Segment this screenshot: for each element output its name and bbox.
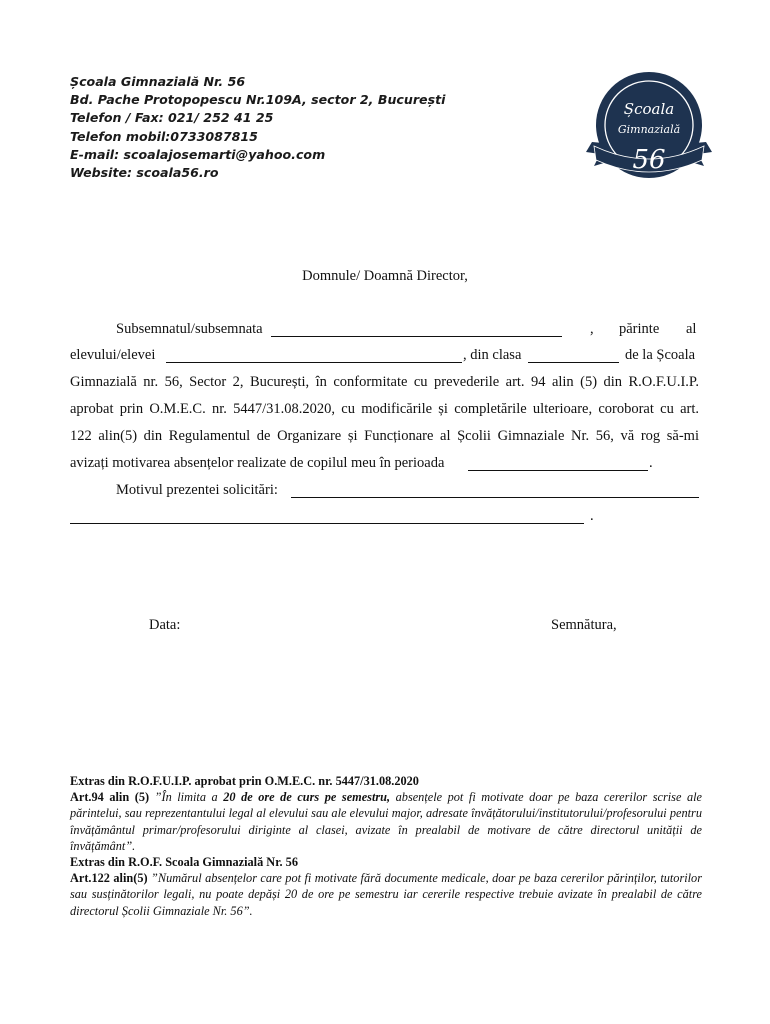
label-din-clasa: , din clasa xyxy=(463,347,522,363)
letter-line-4: aprobat prin O.M.E.C. nr. 5447/31.08.2020, cu modificările și completările ulterioare, coroborat cu art. xyxy=(70,401,699,417)
school-phone-fax: Telefon / Fax: 021/ 252 41 25 xyxy=(70,110,274,126)
signature-label: Semnătura, xyxy=(551,617,617,633)
school-address: Bd. Pache Protopopescu Nr.109A, sector 2, București xyxy=(70,92,446,108)
period-dot: . xyxy=(649,455,653,471)
label-de-la-scoala: de la Școala xyxy=(625,347,696,363)
field-class[interactable] xyxy=(528,347,619,363)
salutation: Domnule/ Doamnă Director, xyxy=(302,268,468,284)
label-motivul: Motivul prezentei solicitări: xyxy=(116,482,278,498)
letter-line-5: 122 alin(5) din Regulamentul de Organizare și Funcționare al Școlii Gimnaziale Nr. 56, vă rog să-mi xyxy=(70,428,699,444)
label-subsemnatul: Subsemnatul/subsemnata xyxy=(116,321,263,337)
school-email: E-mail: scoalajosemarti@yahoo.com xyxy=(70,146,326,162)
letter-line-7 xyxy=(70,482,699,508)
label-perioada: avizați motivarea absențelor realizate de copilul meu în perioada xyxy=(70,455,445,471)
letter-line-2 xyxy=(70,347,699,373)
school-mobile: Telefon mobil:0733087815 xyxy=(70,128,258,144)
art94-text: absențele pot fi motivate doar pe baza cererilor scrise ale părintelui, sau reprezentantului legal al elevului sau ale elevului major, adresate învățătorului/institutorului/profesorului pentru învățământul primar/profesorului diriginte al clasei, avizate în prealabil de motivare de către directorul unității de învățământ”. xyxy=(70,790,702,853)
label-al: al xyxy=(686,321,697,337)
school-name: Școala Gimnazială Nr. 56 xyxy=(70,74,246,89)
reason-dot: . xyxy=(590,508,594,524)
logo-text-scoala: Școala xyxy=(623,100,675,118)
label-parinte: părinte xyxy=(619,321,660,337)
field-reason[interactable] xyxy=(291,482,699,498)
logo-text-gimnaziala: Gimnazială xyxy=(617,123,681,136)
field-student-name[interactable] xyxy=(166,347,462,363)
legal-extracts xyxy=(70,773,702,919)
school-header xyxy=(70,73,445,182)
art122-text: ”Numărul absențelor care pot fi motivate fără documente medicale, doar pe baza cererilor părinților, tutorilor sau susținătorilor legali, nu poate depăși 20 de ore pe semestru iar cererile respective trebuie avizate în prealabil de către directorul Școlii Gimnaziale Nr. 56”. xyxy=(70,871,702,918)
letter-line-8 xyxy=(70,508,699,534)
art122-label: Art.122 alin(5) xyxy=(70,871,148,886)
school-website: Website: scoala56.ro xyxy=(70,165,219,181)
extract-title-1: Extras din R.O.F.U.I.P. aprobat prin O.M.E.C. nr. 5447/31.08.2020 xyxy=(70,774,419,788)
field-parent-name[interactable] xyxy=(271,321,562,337)
letter-line-6 xyxy=(70,455,699,481)
field-reason-continued[interactable] xyxy=(70,508,584,524)
letter-line-3: Gimnazială nr. 56, Sector 2, București, în conformitate cu prevederile art. 94 alin (5) din R.O.F.U.I.P. xyxy=(70,374,699,390)
date-label: Data: xyxy=(149,617,181,633)
art94-quote-open: ”În limita a xyxy=(149,790,224,805)
art94-bold-phrase: 20 de ore de curs pe semestru, xyxy=(223,790,391,805)
logo-number: 56 xyxy=(632,145,666,175)
letter-line-1 xyxy=(70,321,699,347)
extract-art122 xyxy=(70,870,702,919)
extract-title-2: Extras din R.O.F. Scoala Gimnazială Nr. 56 xyxy=(70,855,298,870)
field-period[interactable] xyxy=(468,455,648,471)
art94-label: Art.94 alin (5) xyxy=(70,790,150,805)
school-logo xyxy=(584,70,714,190)
extract-art94 xyxy=(70,789,702,854)
label-elevului: elevului/elevei xyxy=(70,347,156,363)
comma: , xyxy=(590,321,594,337)
